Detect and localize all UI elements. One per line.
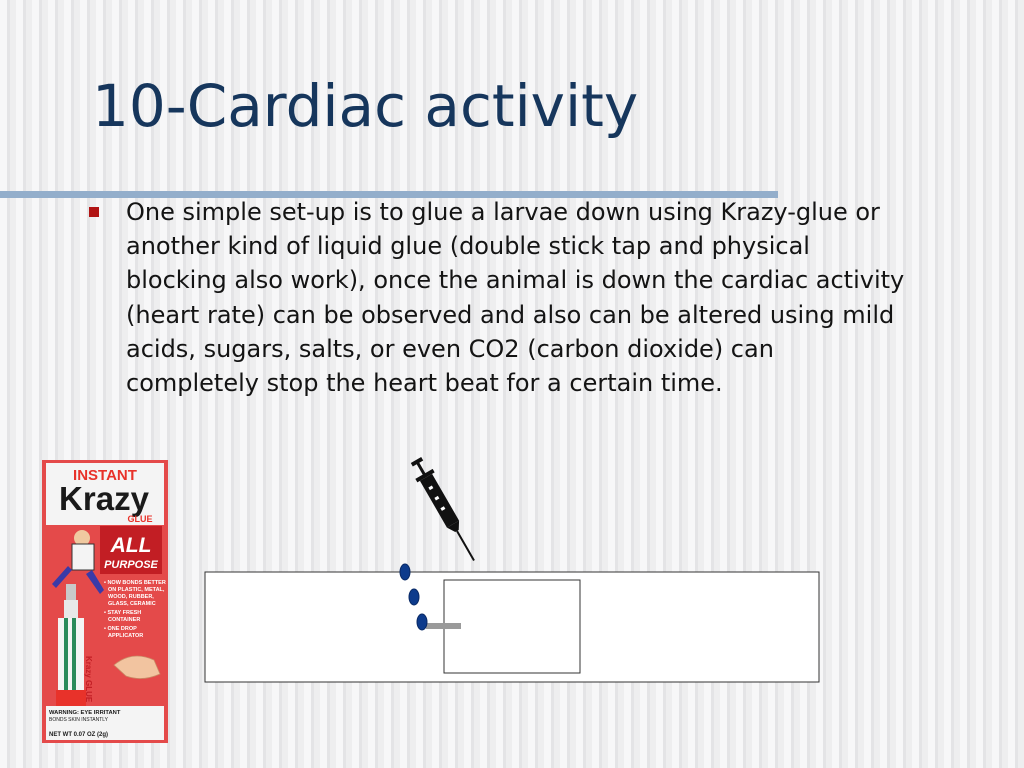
setup-illustration — [200, 445, 824, 687]
glue-package-svg — [42, 460, 168, 743]
package-brand-top: INSTANT — [73, 467, 137, 484]
package-brand-sub: GLUE — [127, 514, 153, 524]
package-variant-line1: ALL — [110, 534, 152, 557]
glue-drop-icon — [417, 614, 427, 630]
package-feature: ON PLASTIC, METAL, — [108, 587, 165, 593]
package-warning-line: BONDS SKIN INSTANTLY — [49, 717, 108, 723]
package-brand: Krazy — [59, 480, 149, 517]
krazy-glue-package-image — [42, 460, 168, 743]
package-feature: APPLICATOR — [108, 633, 144, 639]
package-net-weight: NET WT 0.07 OZ (2g) — [49, 732, 109, 738]
bullet-marker — [89, 207, 99, 217]
glue-drop-icon — [409, 589, 419, 605]
package-feature: WOOD, RUBBER, — [108, 594, 154, 600]
package-feature: • STAY FRESH — [104, 610, 142, 616]
package-tube-label: Krazy GLUE — [84, 656, 93, 703]
package-variant-line2: PURPOSE — [104, 559, 158, 571]
syringe-icon — [407, 455, 482, 565]
cover-slip — [444, 580, 580, 673]
bullet-text: One simple set-up is to glue a larvae down using Krazy-glue or another kind of liquid glue (double stick tap and physical blocking also work), once the animal is down the cardiac activity (heart rate) can be observed and also can be altered using mild acids, sugars, salts, or even CO2 (carbon dioxide) can completely stop the heart beat for a certain time. — [126, 198, 905, 398]
glue-drop-icon — [400, 564, 410, 580]
package-warning-title: WARNING: EYE IRRITANT — [49, 710, 121, 716]
package-feature: • NOW BONDS BETTER — [104, 580, 166, 586]
package-feature: CONTAINER — [108, 617, 141, 623]
slide-title: 10-Cardiac activity — [92, 72, 639, 140]
larva-shape — [426, 623, 461, 629]
package-feature: • ONE DROP — [104, 626, 137, 632]
package-feature: GLASS, CERAMIC — [108, 601, 156, 607]
